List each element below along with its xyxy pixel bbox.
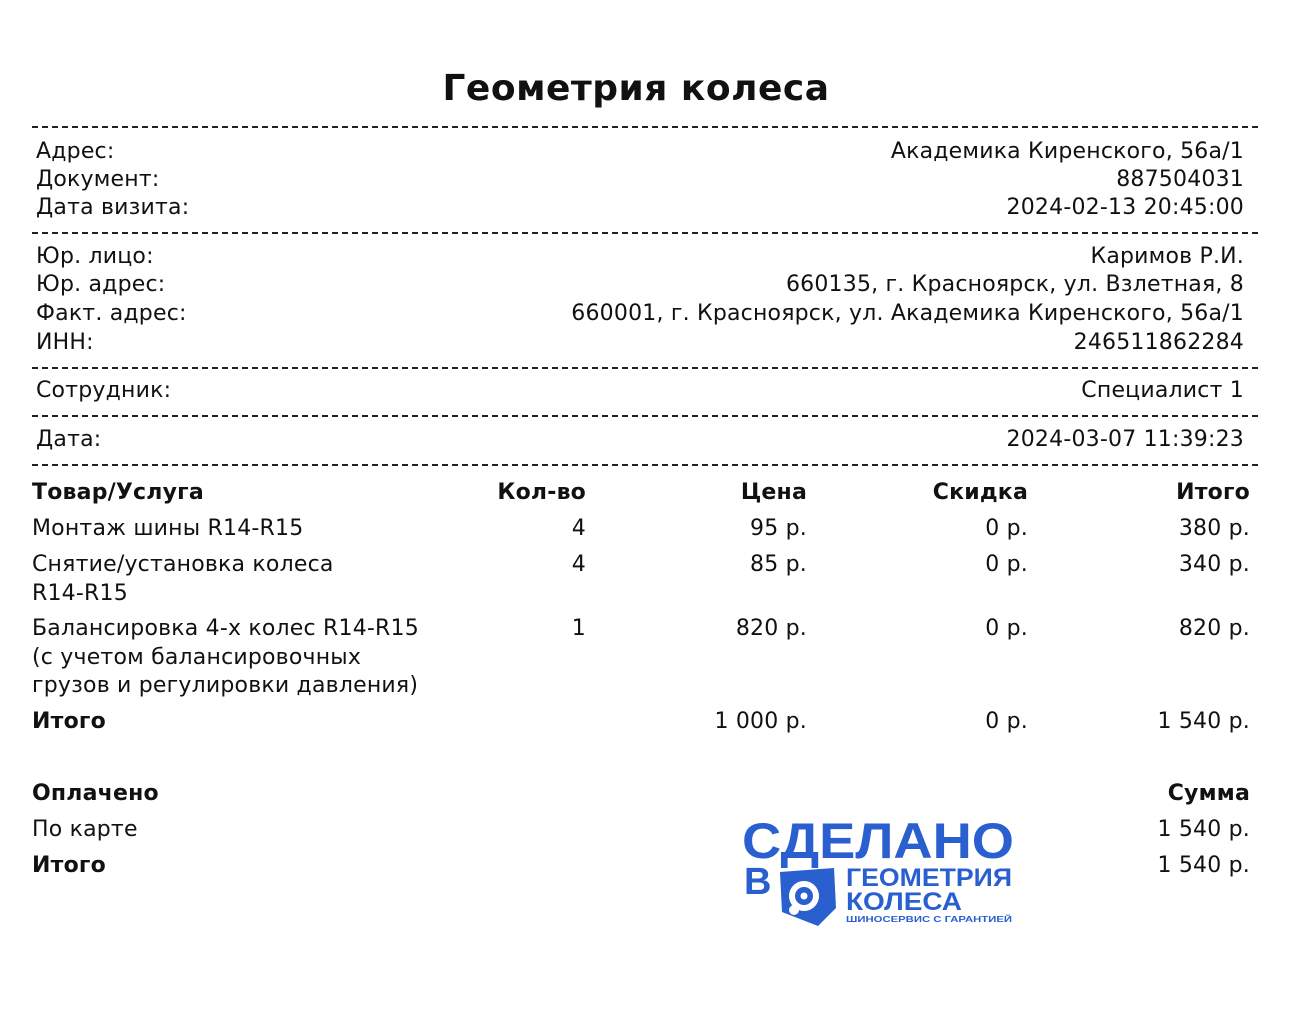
row-price: 95 р. xyxy=(750,516,807,541)
employee-label: Сотрудник: xyxy=(36,378,172,403)
receipt-title: Геометрия колеса xyxy=(442,68,830,109)
summary-total: 1 540 р. xyxy=(1157,709,1250,734)
stamp-brand2: КОЛЕСА xyxy=(846,888,962,916)
entity-value: Каримов Р.И. xyxy=(1090,244,1244,269)
row-discount: 0 р. xyxy=(985,516,1028,541)
row-name: Монтаж шины R14-R15 xyxy=(32,516,304,541)
employee-row xyxy=(36,377,1244,405)
document-row xyxy=(36,166,1244,194)
row-total: 380 р. xyxy=(1178,516,1250,541)
header-qty: Кол-во xyxy=(497,480,586,505)
employee-value: Специалист 1 xyxy=(1081,378,1244,403)
address-label: Адрес: xyxy=(36,139,115,164)
inn-value: 246511862284 xyxy=(1073,330,1244,355)
divider xyxy=(32,232,1258,234)
row-qty: 4 xyxy=(571,552,586,577)
divider xyxy=(32,126,1258,128)
address-value: Академика Киренского, 56а/1 xyxy=(890,139,1244,164)
summary-price: 1 000 р. xyxy=(714,709,807,734)
row-price: 820 р. xyxy=(735,616,807,641)
date-row xyxy=(36,426,1244,454)
summary-label: Итого xyxy=(32,709,106,734)
payment-method-label: По карте xyxy=(32,817,138,842)
payment-total-sum: 1 540 р. xyxy=(1157,853,1250,878)
wheel-icon xyxy=(780,868,836,926)
stamp-line1: СДЕЛАНО xyxy=(742,813,1014,869)
visit-date-row xyxy=(36,194,1244,222)
header-total: Итого xyxy=(1176,480,1250,505)
header-price: Цена xyxy=(740,480,807,505)
actual-address-label: Факт. адрес: xyxy=(36,301,187,326)
visit-date-value: 2024-02-13 20:45:00 xyxy=(1006,195,1244,220)
row-qty: 1 xyxy=(571,616,586,641)
row-discount: 0 р. xyxy=(985,616,1028,641)
divider xyxy=(32,415,1258,417)
actual-address-value: 660001, г. Красноярск, ул. Академика Киренского, 56а/1 xyxy=(571,301,1244,326)
payment-header-sum: Сумма xyxy=(1167,781,1250,806)
address-row xyxy=(36,138,1244,166)
document-label: Документ: xyxy=(36,167,160,192)
payment-total-label: Итого xyxy=(32,853,106,878)
payment-header-label: Оплачено xyxy=(32,781,159,806)
header-name: Товар/Услуга xyxy=(32,480,204,505)
stamp-tagline: ШИНОСЕРВИС С ГАРАНТИЕЙ xyxy=(846,914,971,924)
stamp-line2: В xyxy=(744,861,772,903)
row-discount: 0 р. xyxy=(985,552,1028,577)
payment-method-sum: 1 540 р. xyxy=(1157,817,1250,842)
inn-label: ИНН: xyxy=(36,330,94,355)
legal-address-value: 660135, г. Красноярск, ул. Взлетная, 8 xyxy=(785,272,1244,297)
divider xyxy=(32,367,1258,369)
visit-date-label: Дата визита: xyxy=(36,195,190,220)
row-total: 340 р. xyxy=(1178,552,1250,577)
stamp-brand1: ГЕОМЕТРИЯ xyxy=(846,864,1012,892)
header-discount: Скидка xyxy=(932,480,1028,505)
row-price: 85 р. xyxy=(750,552,807,577)
legal-address-row xyxy=(36,271,1244,299)
legal-address-label: Юр. адрес: xyxy=(36,272,166,297)
row-name: Балансировка 4-х колес R14-R15 (с учетом балансировочных грузов и регулировки давления) xyxy=(32,616,419,698)
entity-label: Юр. лицо: xyxy=(36,244,154,269)
divider xyxy=(32,464,1258,466)
inn-row xyxy=(36,329,1244,357)
done-stamp-logo xyxy=(740,812,1030,932)
entity-row xyxy=(36,243,1244,271)
date-value: 2024-03-07 11:39:23 xyxy=(1006,427,1244,452)
document-value: 887504031 xyxy=(1116,167,1244,192)
row-qty: 4 xyxy=(571,516,586,541)
actual-address-row xyxy=(36,300,1244,328)
row-total: 820 р. xyxy=(1178,616,1250,641)
date-label: Дата: xyxy=(36,427,102,452)
row-name: Снятие/установка колеса R14-R15 xyxy=(32,552,334,606)
summary-discount: 0 р. xyxy=(985,709,1028,734)
